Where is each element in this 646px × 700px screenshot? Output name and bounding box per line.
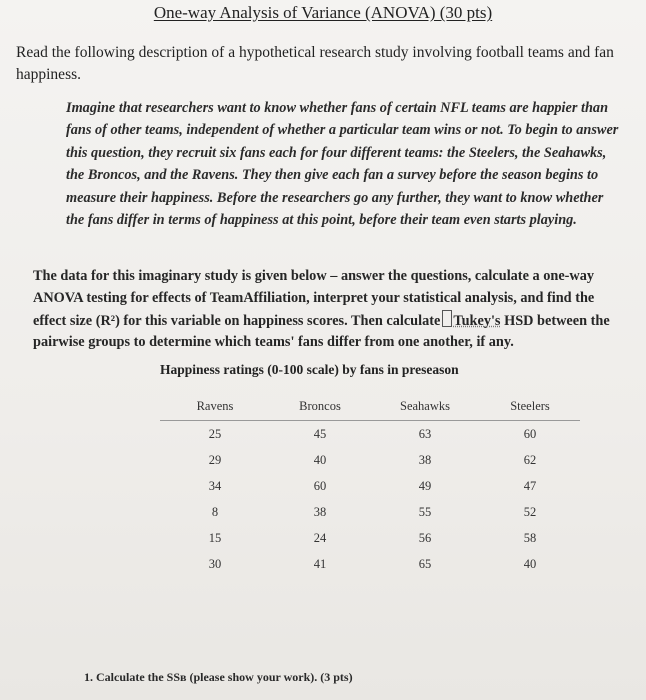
table-cell: 8	[211, 504, 219, 519]
table-cell: 40	[313, 452, 327, 467]
table-title: Happiness ratings (0-100 scale) by fans in preseason	[160, 362, 459, 377]
table-cell: 62	[523, 452, 537, 467]
table-cell: 25	[208, 426, 222, 441]
question-1: 1. Calculate the SSʙ (please show your work). (3 pts)	[84, 670, 353, 684]
tukey-word: Tukey's	[453, 312, 501, 329]
header-seahawks: Seahawks	[370, 399, 480, 421]
table-cell: 15	[208, 530, 222, 545]
table-row	[160, 499, 580, 525]
instructions-text-part1: The data for this imaginary study is given below – answer the questions, calculate a one-way ANOVA testing for effects of TeamAffiliation, interpret your statistical analysis, and find the effect size (R²) for this variable on happiness scores. Then calculate	[33, 268, 595, 329]
table-cell: 41	[313, 556, 327, 571]
table-cell: 52	[523, 504, 537, 519]
table-cell: 55	[418, 504, 432, 519]
table-cell: 34	[208, 478, 222, 493]
table-cell: 56	[418, 530, 432, 545]
table-cell: 30	[208, 556, 222, 571]
scenario-paragraph: Imagine that researchers want to know whether fans of certain NFL teams are happier than fans of other teams, independent of whether a particular team wins or not. To begin to answer this question, they recruit six fans each for four different teams: the Steelers, the Seahawks, the Broncos, and the Ravens. They then give each fan a survey before the season begins to measure their happiness. Before the researchers go any further, they want to know whether the fans differ in terms of happiness at this point, before their team even starts playing.	[66, 100, 619, 229]
text-cursor-icon	[442, 310, 452, 327]
table-cell: 45	[313, 426, 327, 441]
table-cell: 47	[523, 478, 537, 493]
table-row	[160, 551, 580, 577]
table-cell: 58	[523, 530, 537, 545]
table-cell: 38	[418, 452, 432, 467]
table-row	[160, 473, 580, 499]
instructions-paragraph	[33, 266, 618, 354]
header-steelers: Steelers	[480, 399, 580, 421]
table-cell: 65	[418, 556, 432, 571]
table-cell: 60	[313, 478, 327, 493]
table-cell: 60	[523, 426, 537, 441]
intro-paragraph: Read the following description of a hypothetical research study involving football teams and fan happiness.	[16, 44, 614, 83]
page-title: One-way Analysis of Variance (ANOVA) (30 pts)	[153, 3, 493, 22]
table-cell: 38	[313, 504, 327, 519]
table-cell: 49	[418, 478, 432, 493]
table-cell: 29	[208, 452, 222, 467]
header-broncos: Broncos	[270, 399, 370, 421]
table-cell: 40	[523, 556, 537, 571]
table-header-row	[160, 399, 580, 421]
table-row	[160, 421, 580, 448]
table-cell: 24	[313, 530, 327, 545]
table-row	[160, 525, 580, 551]
table-cell: 63	[418, 426, 432, 441]
header-ravens: Ravens	[160, 399, 270, 421]
table-row	[160, 447, 580, 473]
instructions-text-part2: HSD between the pairwise groups to determine which teams' fans differ from one another, if any.	[33, 312, 610, 351]
happiness-table	[160, 399, 580, 577]
